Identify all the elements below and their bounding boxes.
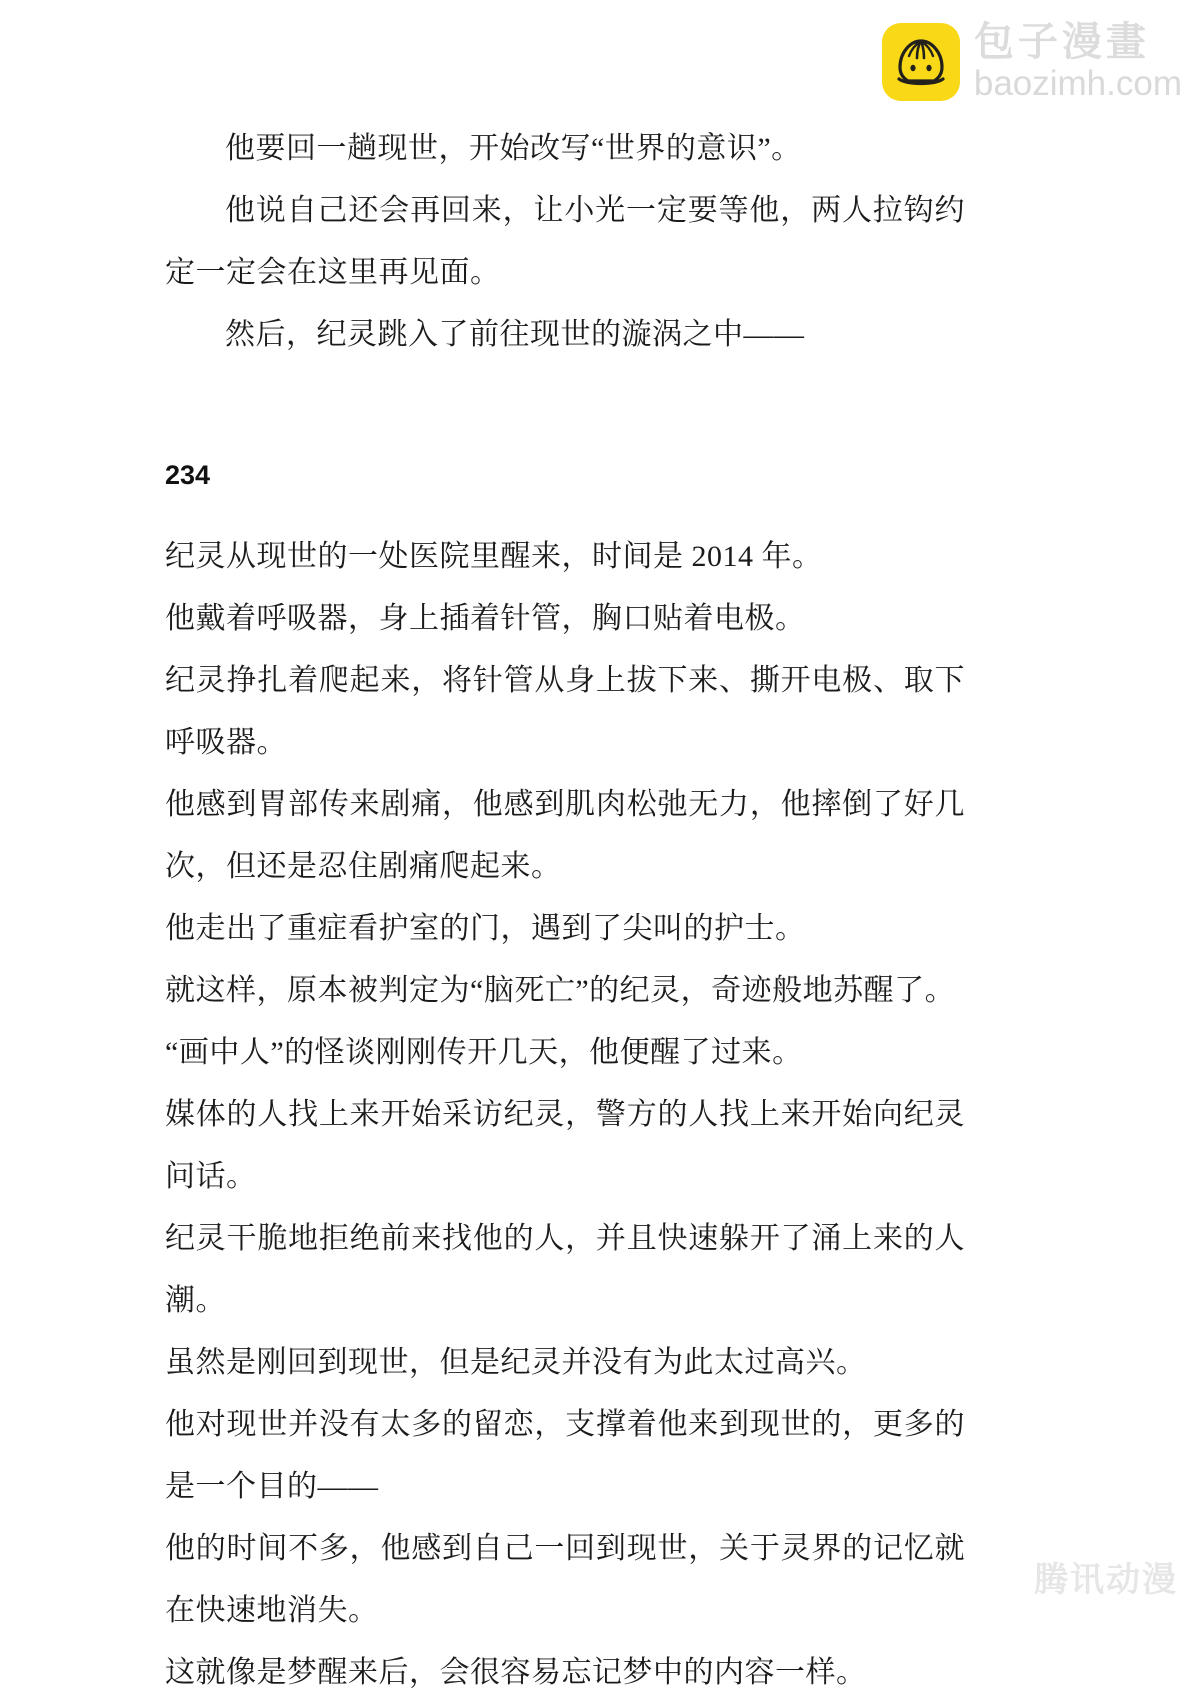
brand-name-en: baozimh.com bbox=[973, 64, 1182, 103]
paragraph: 媒体的人找上来开始采访纪灵，警方的人找上来开始向纪灵问话。 bbox=[165, 1098, 965, 1193]
paragraph: 纪灵从现世的一处医院里醒来，时间是 2014 年。 bbox=[165, 540, 823, 573]
brand-name-cn: 包子漫畫 bbox=[973, 20, 1150, 64]
brand-watermark bbox=[882, 22, 1182, 101]
paragraph: 他戴着呼吸器，身上插着针管，胸口贴着电极。 bbox=[165, 602, 806, 635]
paragraph: 他对现世并没有太多的留恋，支撑着他来到现世的，更多的是一个目的—— bbox=[165, 1408, 965, 1503]
paragraph: 他的时间不多，他感到自己一回到现世，关于灵界的记忆就在快速地消失。 bbox=[165, 1532, 965, 1627]
section-spacer bbox=[165, 366, 965, 458]
paragraph: 纪灵干脆地拒绝前来找他的人，并且快速躲开了涌上来的人潮。 bbox=[165, 1222, 965, 1317]
baozi-bun-icon bbox=[882, 23, 960, 101]
paragraph: 他要回一趟现世，开始改写“世界的意识”。 bbox=[225, 132, 802, 165]
chapter-spacer bbox=[165, 492, 965, 526]
brand-text bbox=[974, 22, 1182, 101]
footer-watermark: 腾讯动漫 bbox=[1034, 1561, 1178, 1599]
document-body bbox=[165, 118, 965, 1704]
paragraph: 这就像是梦醒来后，会很容易忘记梦中的内容一样。 bbox=[165, 1656, 867, 1689]
paragraph: “画中人”的怪谈刚刚传开几天，他便醒了过来。 bbox=[165, 1036, 803, 1069]
chapter-text bbox=[165, 526, 965, 1704]
paragraph: 他感到胃部传来剧痛，他感到肌肉松弛无力，他摔倒了好几次，但还是忍住剧痛爬起来。 bbox=[165, 788, 965, 883]
chapter-number: 234 bbox=[165, 460, 211, 490]
paragraph: 他说自己还会再回来，让小光一定要等他，两人拉钩约定一定会在这里再见面。 bbox=[165, 194, 965, 289]
paragraph: 虽然是刚回到现世，但是纪灵并没有为此太过高兴。 bbox=[165, 1346, 867, 1379]
paragraph: 就这样，原本被判定为“脑死亡”的纪灵，奇迹般地苏醒了。 bbox=[165, 974, 956, 1007]
paragraph: 他走出了重症看护室的门，遇到了尖叫的护士。 bbox=[165, 912, 806, 945]
paragraph: 纪灵挣扎着爬起来，将针管从身上拔下来、撕开电极、取下呼吸器。 bbox=[165, 664, 965, 759]
paragraph: 然后，纪灵跳入了前往现世的漩涡之中—— bbox=[225, 318, 805, 351]
